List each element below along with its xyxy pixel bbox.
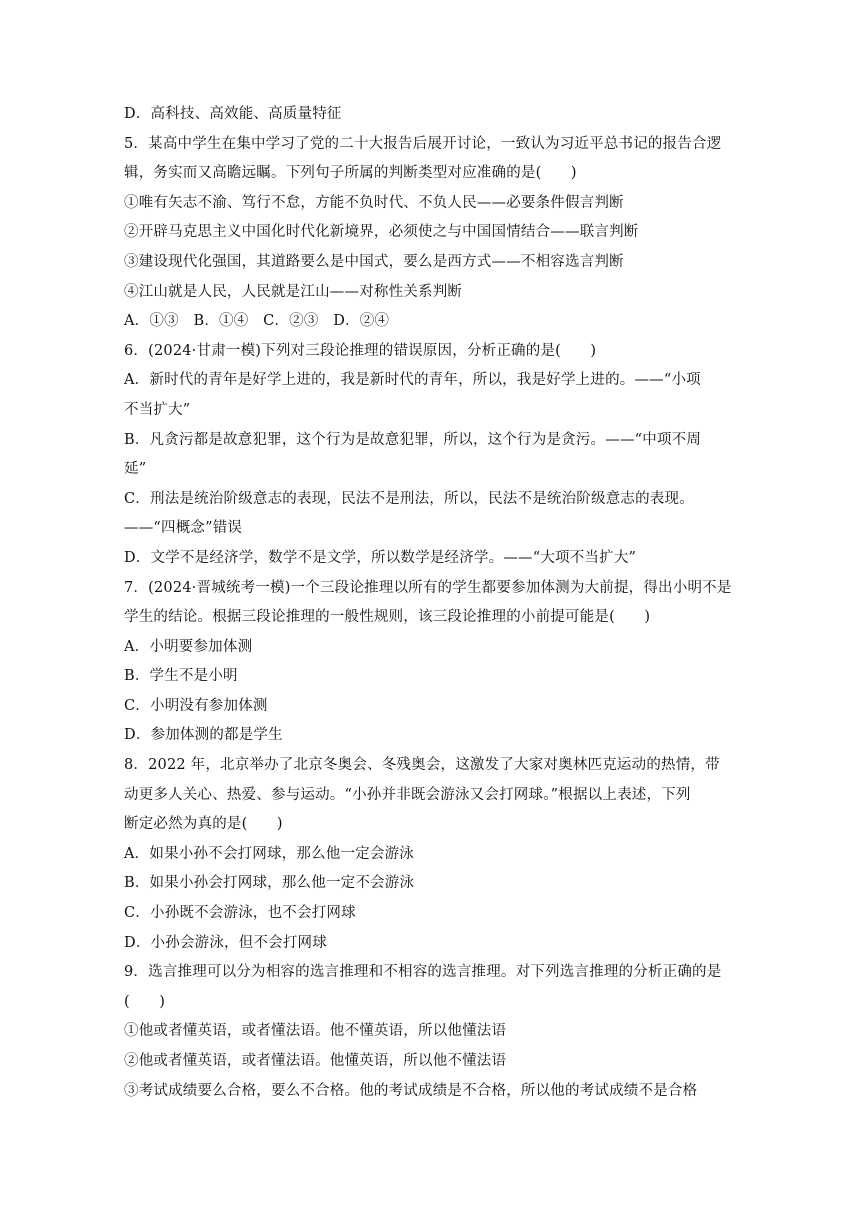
question-5-stem-line1: 5．某高中学生在集中学习了党的二十大报告后展开讨论，一致认为习近平总书记的报告合逻	[124, 135, 722, 152]
question-7-stem-line2: 学生的结论。根据三段论推理的一般性规则，该三段论推理的小前提可能是( )	[124, 609, 651, 626]
document-page	[124, 100, 736, 1106]
question-8-option-a: A．如果小孙不会打网球，那么他一定会游泳	[124, 845, 414, 862]
question-8-option-c: C．小孙既不会游泳，也不会打网球	[124, 905, 356, 922]
question-6-option-b-line2: 延”	[124, 461, 147, 478]
question-5-item-1: ①唯有矢志不渝、笃行不怠，方能不负时代、不负人民——必要条件假言判断	[124, 194, 624, 211]
question-9-item-2: ②他或者懂英语，或者懂法语。他懂英语，所以他不懂法语	[124, 1053, 507, 1069]
question-6-option-a-line1: A．新时代的青年是好学上进的，我是新时代的青年，所以，我是好学上进的。——“小项	[124, 372, 701, 389]
question-7-option-b: B．学生不是小明	[124, 668, 238, 685]
question-7-option-a: A．小明要参加体测	[124, 638, 253, 655]
option-d-q4: D．高科技、高效能、高质量特征	[124, 106, 342, 122]
question-8-stem-line3: 断定必然为真的是( )	[124, 816, 283, 833]
question-9-item-3: ③考试成绩要么合格，要么不合格。他的考试成绩是不合格，所以他的考试成绩不是合格	[124, 1082, 698, 1099]
question-6-option-a-line2: 不当扩大”	[124, 401, 191, 418]
question-6-option-d: D．文学不是经济学，数学不是文学，所以数学是经济学。——“大项不当扩大”	[124, 549, 637, 566]
question-5-item-4: ④江山就是人民，人民就是江山——对称性关系判断	[124, 283, 463, 300]
question-6-option-b-line1: B．凡贪污都是故意犯罪，这个行为是故意犯罪，所以，这个行为是贪污。——“中项不周	[124, 431, 702, 448]
question-8-stem-line1: 8．2022 年，北京举办了北京冬奥会、冬残奥会，这激发了大家对奥林匹克运动的热情，带	[124, 757, 720, 774]
question-9-stem-line1: 9．选言推理可以分为相容的选言推理和不相容的选言推理。对下列选言推理的分析正确的是	[124, 964, 722, 981]
question-9-item-1: ①他或者懂英语，或者懂法语。他不懂英语，所以他懂法语	[124, 1023, 507, 1040]
question-5-item-2: ②开辟马克思主义中国化时代化新境界，必须使之与中国国情结合——联言判断	[124, 224, 639, 241]
question-7-stem-line1: 7．(2024·晋城统考一模)一个三段论推理以所有的学生都要参加体测为大前提，得出小明不是	[124, 579, 732, 596]
question-6-option-c-line1: C．刑法是统治阶级意志的表现，民法不是刑法，所以，民法不是统治阶级意志的表现。	[124, 490, 694, 507]
question-8-option-d: D．小孙会游泳，但不会打网球	[124, 934, 327, 951]
question-8-stem-line2: 动更多人关心、热爱、参与运动。“小孙并非既会游泳又会打网球。”根据以上表述，下列	[124, 786, 691, 803]
question-6-option-c-line2: ——“四概念”错误	[124, 520, 243, 537]
question-5-item-3: ③建设现代化强国，其道路要么是中国式，要么是西方式——不相容选言判断	[124, 253, 624, 270]
question-9-stem-line2: ( )	[124, 993, 166, 1010]
question-6-stem: 6．(2024·甘肃一模)下列对三段论推理的错误原因，分析正确的是( )	[124, 342, 597, 359]
question-7-option-c: C．小明没有参加体测	[124, 697, 268, 714]
question-8-option-b: B．如果小孙会打网球，那么他一定不会游泳	[124, 875, 415, 892]
question-7-option-d: D．参加体测的都是学生	[124, 727, 283, 744]
question-5-stem-line2: 辑，务实而又高瞻远瞩。下列句子所属的判断类型对应准确的是( )	[124, 165, 577, 182]
question-5-options: A．①③ B．①④ C．②③ D．②④	[124, 313, 390, 330]
